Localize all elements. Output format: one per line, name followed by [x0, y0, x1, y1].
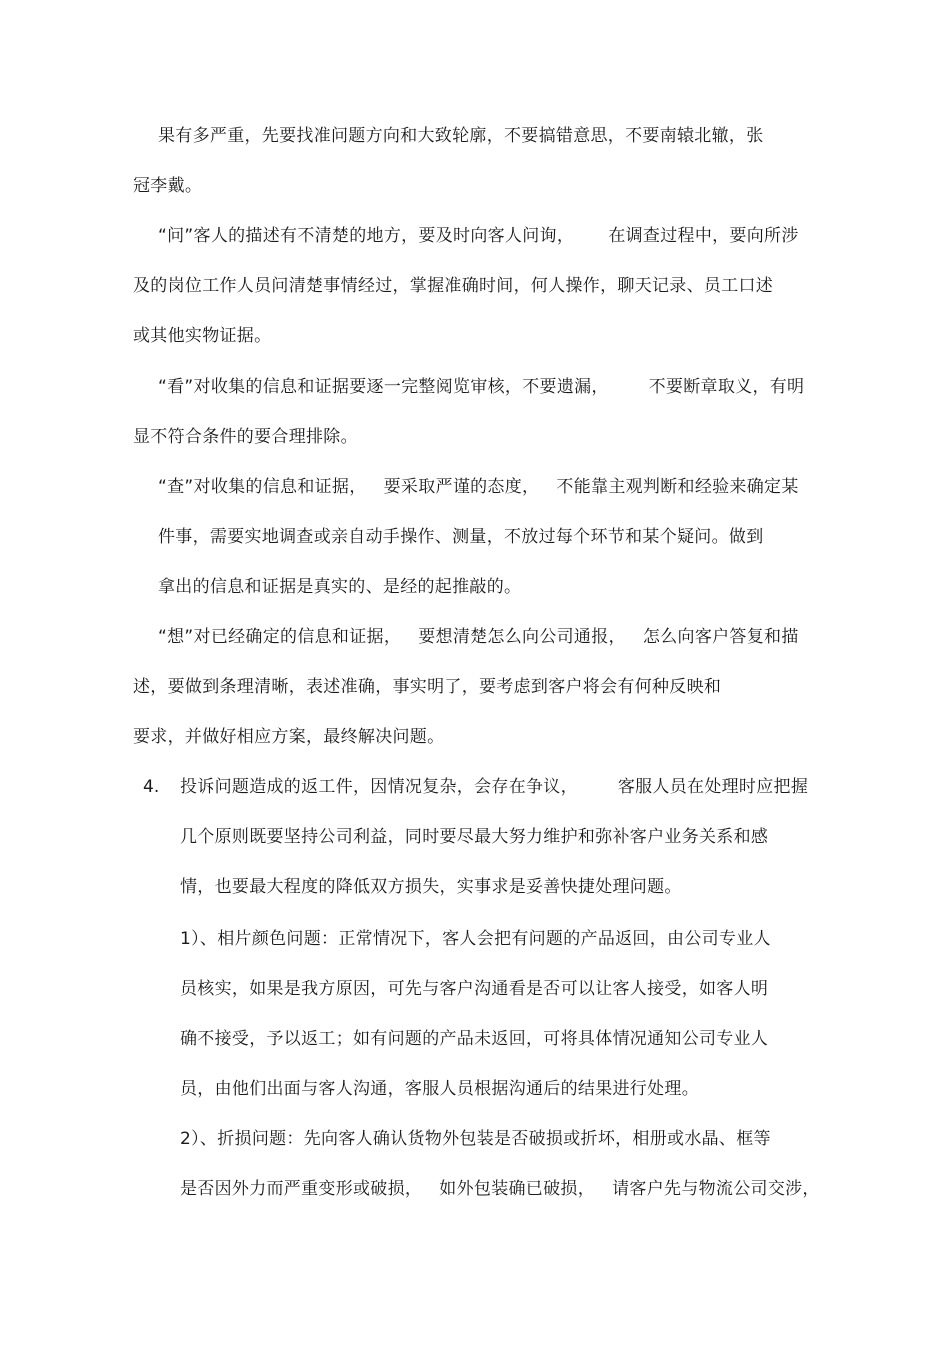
paragraph-line: 或其他实物证据。	[133, 326, 272, 346]
paragraph-line: 几个原则既要坚持公司利益，同时要尽最大努力维护和弥补客户业务关系和感	[180, 827, 769, 847]
paragraph-line: “查”对收集的信息和证据， 要采取严谨的态度， 不能靠主观判断和经验来确定某	[158, 477, 799, 497]
paragraph-line: 是否因外力而严重变形或破损， 如外包装确已破损， 请客户先与物流公司交涉，	[180, 1179, 820, 1199]
paragraph-line: 述，要做到条理清晰，表述准确，事实明了，要考虑到客户将会有何种反映和	[133, 677, 722, 697]
paragraph-line: 显不符合条件的要合理排除。	[133, 427, 358, 447]
paragraph-line: 1）、相片颜色问题：正常情况下，客人会把有问题的产品返回，由公司专业人	[180, 929, 771, 949]
paragraph-line: 确不接受，予以返工；如有问题的产品未返回，可将具体情况通知公司专业人	[180, 1029, 769, 1049]
paragraph-line: 2）、折损问题：先向客人确认货物外包装是否破损或折坏，相册或水晶、框等	[180, 1129, 771, 1149]
paragraph-line: 拿出的信息和证据是真实的、是经的起推敲的。	[158, 577, 522, 597]
paragraph-line: “问”客人的描述有不清楚的地方，要及时向客人问询， 在调查过程中，要向所涉	[158, 226, 799, 246]
paragraph-line: 员核实，如果是我方原因，可先与客户沟通看是否可以让客人接受，如客人明	[180, 979, 769, 999]
paragraph-line: 情，也要最大程度的降低双方损失，实事求是妥善快捷处理问题。	[180, 877, 682, 897]
paragraph-line: 投诉问题造成的返工件，因情况复杂，会存在争议， 客服人员在处理时应把握	[180, 777, 809, 797]
paragraph-line: “看”对收集的信息和证据要逐一完整阅览审核，不要遗漏， 不要断章取义，有明	[158, 377, 805, 397]
paragraph-line: 件事，需要实地调查或亲自动手操作、测量，不放过每个环节和某个疑问。做到	[158, 527, 764, 547]
paragraph-line: “想”对已经确定的信息和证据， 要想清楚怎么向公司通报， 怎么向客户答复和描	[158, 627, 799, 647]
paragraph-line: 及的岗位工作人员问清楚事情经过，掌握准确时间，何人操作，聊天记录、员工口述	[133, 276, 774, 296]
list-number: 4.	[143, 777, 160, 797]
paragraph-line: 员，由他们出面与客人沟通，客服人员根据沟通后的结果进行处理。	[180, 1079, 699, 1099]
paragraph-line: 要求，并做好相应方案，最终解决问题。	[133, 727, 445, 747]
paragraph-line: 果有多严重，先要找准问题方向和大致轮廓，不要搞错意思，不要南辕北辙，张	[158, 126, 764, 146]
paragraph-line: 冠李戴。	[133, 176, 203, 196]
